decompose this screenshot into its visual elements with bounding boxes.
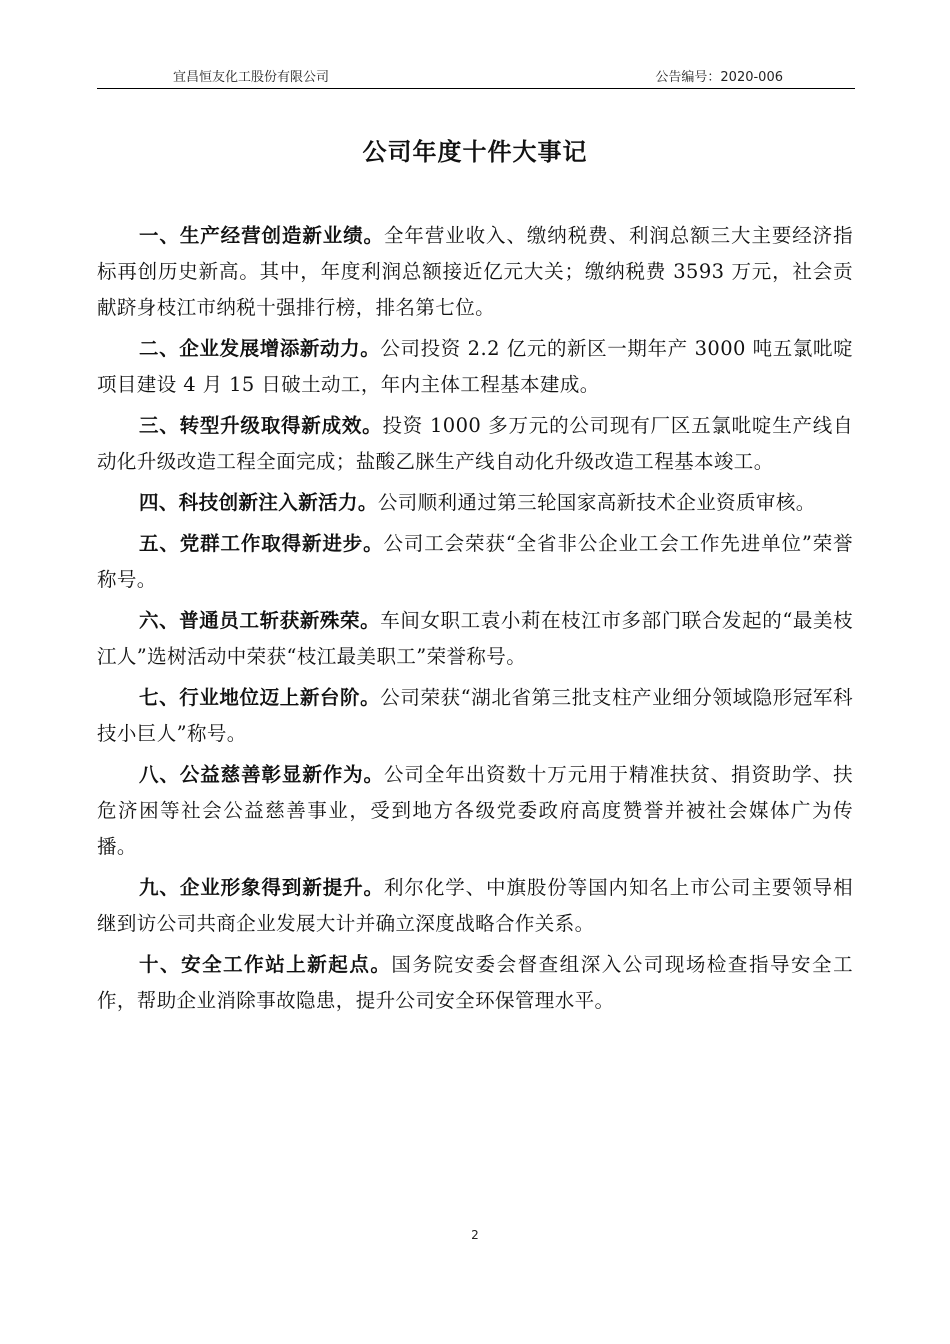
event-body: 国务院安委会督查组深入公司现场检查指导安全工作，帮助企业消除事故隐患，提升公司安全环保管理水平。: [97, 953, 853, 1012]
header-divider: [97, 88, 855, 89]
notice-number: 公告编号：2020-006: [655, 70, 783, 85]
event-body: 公司顺利通过第三轮国家高新技术企业资质审核。: [377, 491, 816, 514]
event-item-10: [97, 947, 853, 1019]
event-item-2: [97, 331, 853, 403]
event-heading: 四、科技创新注入新活力。: [139, 491, 378, 514]
events-list: [97, 218, 853, 1024]
event-item-8: [97, 757, 853, 865]
event-body: 全年营业收入、缴纳税费、利润总额三大主要经济指标再创历史新高。其中，年度利润总额接近亿元大关；缴纳税费 3593 万元，社会贡献跻身枝江市纳税十强排行榜，排名第七位。: [97, 224, 853, 319]
event-heading: 九、企业形象得到新提升。: [139, 876, 384, 899]
event-item-9: [97, 870, 853, 942]
event-heading: 六、普通员工斩获新殊荣。: [139, 609, 381, 632]
page-number: 2: [471, 1228, 479, 1242]
event-item-1: [97, 218, 853, 326]
event-heading: 七、行业地位迈上新台阶。: [139, 686, 381, 709]
event-body: 车间女职工袁小莉在枝江市多部门联合发起的“最美枝江人”选树活动中荣获“枝江最美职工”荣誉称号。: [97, 609, 853, 668]
event-heading: 二、企业发展增添新动力。: [139, 337, 381, 360]
event-heading: 五、党群工作取得新进步。: [139, 532, 384, 555]
page-header: [97, 66, 855, 88]
event-body: 公司工会荣获“全省非公企业工会工作先进单位”荣誉称号。: [97, 532, 853, 591]
document-title: 公司年度十件大事记: [362, 138, 588, 166]
event-item-5: [97, 526, 853, 598]
event-body: 公司荣获“湖北省第三批支柱产业细分领域隐形冠军科技小巨人”称号。: [97, 686, 853, 745]
event-heading: 十、安全工作站上新起点。: [139, 953, 392, 976]
event-heading: 三、转型升级取得新成效。: [139, 414, 383, 437]
event-body: 利尔化学、中旗股份等国内知名上市公司主要领导相继到访公司共商企业发展大计并确立深度战略合作关系。: [97, 876, 853, 935]
event-heading: 一、生产经营创造新业绩。: [139, 224, 384, 247]
event-item-7: [97, 680, 853, 752]
event-heading: 八、公益慈善彰显新作为。: [139, 763, 384, 786]
company-name: 宜昌恒友化工股份有限公司: [173, 70, 330, 85]
event-item-6: [97, 603, 853, 675]
event-body: 公司全年出资数十万元用于精准扶贫、捐资助学、扶危济困等社会公益慈善事业，受到地方各级党委政府高度赞誉并被社会媒体广为传播。: [97, 763, 853, 858]
event-item-4: [97, 485, 853, 521]
event-body: 投资 1000 多万元的公司现有厂区五氯吡啶生产线自动化升级改造工程全面完成；盐酸乙脒生产线自动化升级改造工程基本竣工。: [97, 414, 853, 473]
event-body: 公司投资 2.2 亿元的新区一期年产 3000 吨五氯吡啶项目建设 4 月 15 日破土动工，年内主体工程基本建成。: [97, 337, 853, 396]
event-item-3: [97, 408, 853, 480]
